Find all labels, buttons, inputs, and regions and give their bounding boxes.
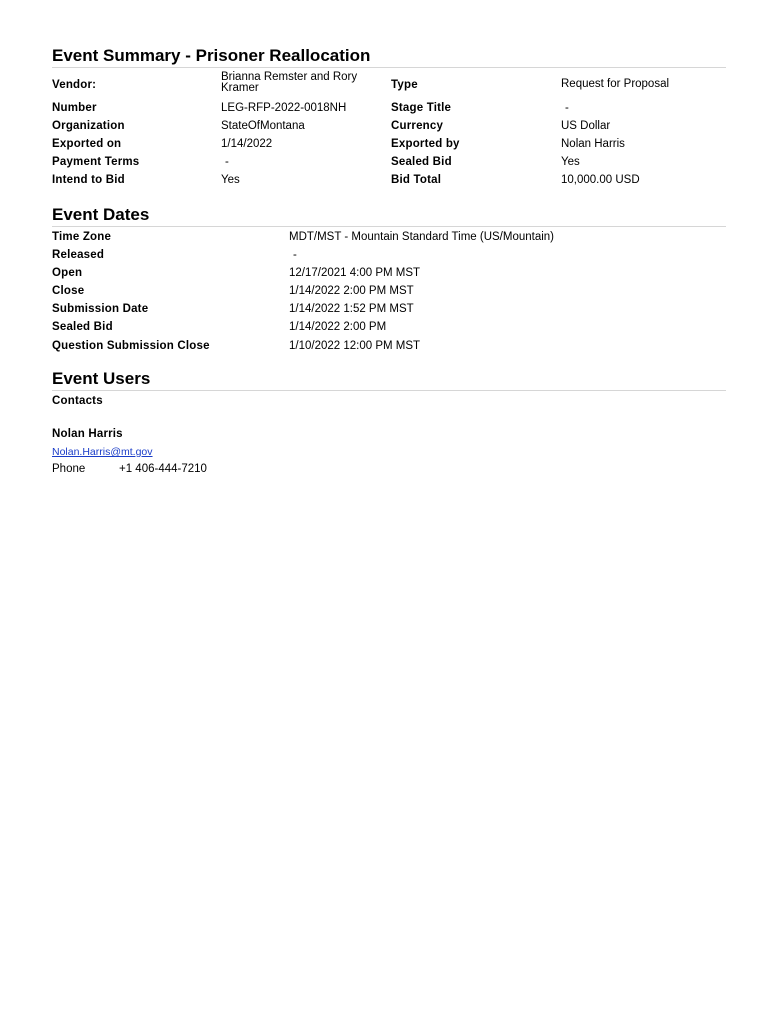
close-value: 1/14/2022 2:00 PM MST xyxy=(289,285,414,297)
question-submission-close-value: 1/10/2022 12:00 PM MST xyxy=(289,340,421,352)
event-summary-section xyxy=(52,46,726,186)
date-row-submission xyxy=(52,302,726,320)
bid-total-label: Bid Total xyxy=(391,174,442,186)
sealed-bid-label: Sealed Bid xyxy=(391,156,452,168)
date-row-open xyxy=(52,266,726,284)
event-dates-section xyxy=(52,205,726,352)
contact-name: Nolan Harris xyxy=(52,428,123,440)
date-row-question-close xyxy=(52,339,726,357)
submission-date-value: 1/14/2022 1:52 PM MST xyxy=(289,303,414,315)
intend-to-bid-value: Yes xyxy=(221,174,240,186)
phone-value: +1 406-444-7210 xyxy=(119,463,207,475)
sealed-bid-value: Yes xyxy=(561,156,580,168)
released-value: - xyxy=(293,249,297,261)
date-row-close xyxy=(52,284,726,302)
currency-value: US Dollar xyxy=(561,120,611,132)
summary-row-exported xyxy=(52,137,726,155)
sealed-bid-date-value: 1/14/2022 2:00 PM xyxy=(289,321,387,333)
number-value: LEG-RFP-2022-0018NH xyxy=(221,102,347,114)
summary-row-organization xyxy=(52,119,726,137)
exported-on-value: 1/14/2022 xyxy=(221,138,273,150)
intend-to-bid-label: Intend to Bid xyxy=(52,174,125,186)
question-submission-close-label: Question Submission Close xyxy=(52,340,210,352)
submission-date-label: Submission Date xyxy=(52,303,149,315)
date-row-sealed-bid xyxy=(52,320,726,338)
summary-row-vendor xyxy=(52,72,726,98)
payment-terms-value: - xyxy=(225,156,229,168)
released-label: Released xyxy=(52,249,105,261)
summary-row-payment xyxy=(52,155,726,173)
event-users-section xyxy=(52,369,726,475)
organization-value: StateOfMontana xyxy=(221,120,305,132)
date-row-time-zone xyxy=(52,230,726,248)
contact-email-link[interactable]: Nolan.Harris@mt.gov xyxy=(52,446,153,458)
payment-terms-label: Payment Terms xyxy=(52,156,140,168)
stage-title-label: Stage Title xyxy=(391,102,452,114)
summary-row-number xyxy=(52,101,726,119)
time-zone-label: Time Zone xyxy=(52,231,112,243)
event-summary-title: Event Summary - Prisoner Reallocation xyxy=(52,46,726,68)
summary-row-intend xyxy=(52,173,726,191)
contact-name-row xyxy=(52,427,726,445)
stage-title-value: - xyxy=(565,102,569,114)
organization-label: Organization xyxy=(52,120,125,132)
event-users-title: Event Users xyxy=(52,369,726,391)
close-label: Close xyxy=(52,285,85,297)
contacts-row xyxy=(52,394,726,412)
currency-label: Currency xyxy=(391,120,444,132)
contacts-label: Contacts xyxy=(52,395,103,407)
type-value: Request for Proposal xyxy=(561,78,670,90)
exported-on-label: Exported on xyxy=(52,138,122,150)
open-label: Open xyxy=(52,267,83,279)
date-row-released xyxy=(52,248,726,266)
vendor-label: Vendor: xyxy=(52,79,97,91)
number-label: Number xyxy=(52,102,97,114)
bid-total-value: 10,000.00 USD xyxy=(561,174,640,186)
type-label: Type xyxy=(391,79,418,91)
vendor-value: Brianna Remster and Rory Kramer xyxy=(221,71,358,94)
sealed-bid-date-label: Sealed Bid xyxy=(52,321,113,333)
exported-by-value: Nolan Harris xyxy=(561,138,625,150)
open-value: 12/17/2021 4:00 PM MST xyxy=(289,267,421,279)
phone-label: Phone xyxy=(52,463,86,475)
time-zone-value: MDT/MST - Mountain Standard Time (US/Mountain) xyxy=(289,231,555,243)
contact-phone-row xyxy=(52,462,726,480)
exported-by-label: Exported by xyxy=(391,138,460,150)
event-dates-title: Event Dates xyxy=(52,205,726,227)
